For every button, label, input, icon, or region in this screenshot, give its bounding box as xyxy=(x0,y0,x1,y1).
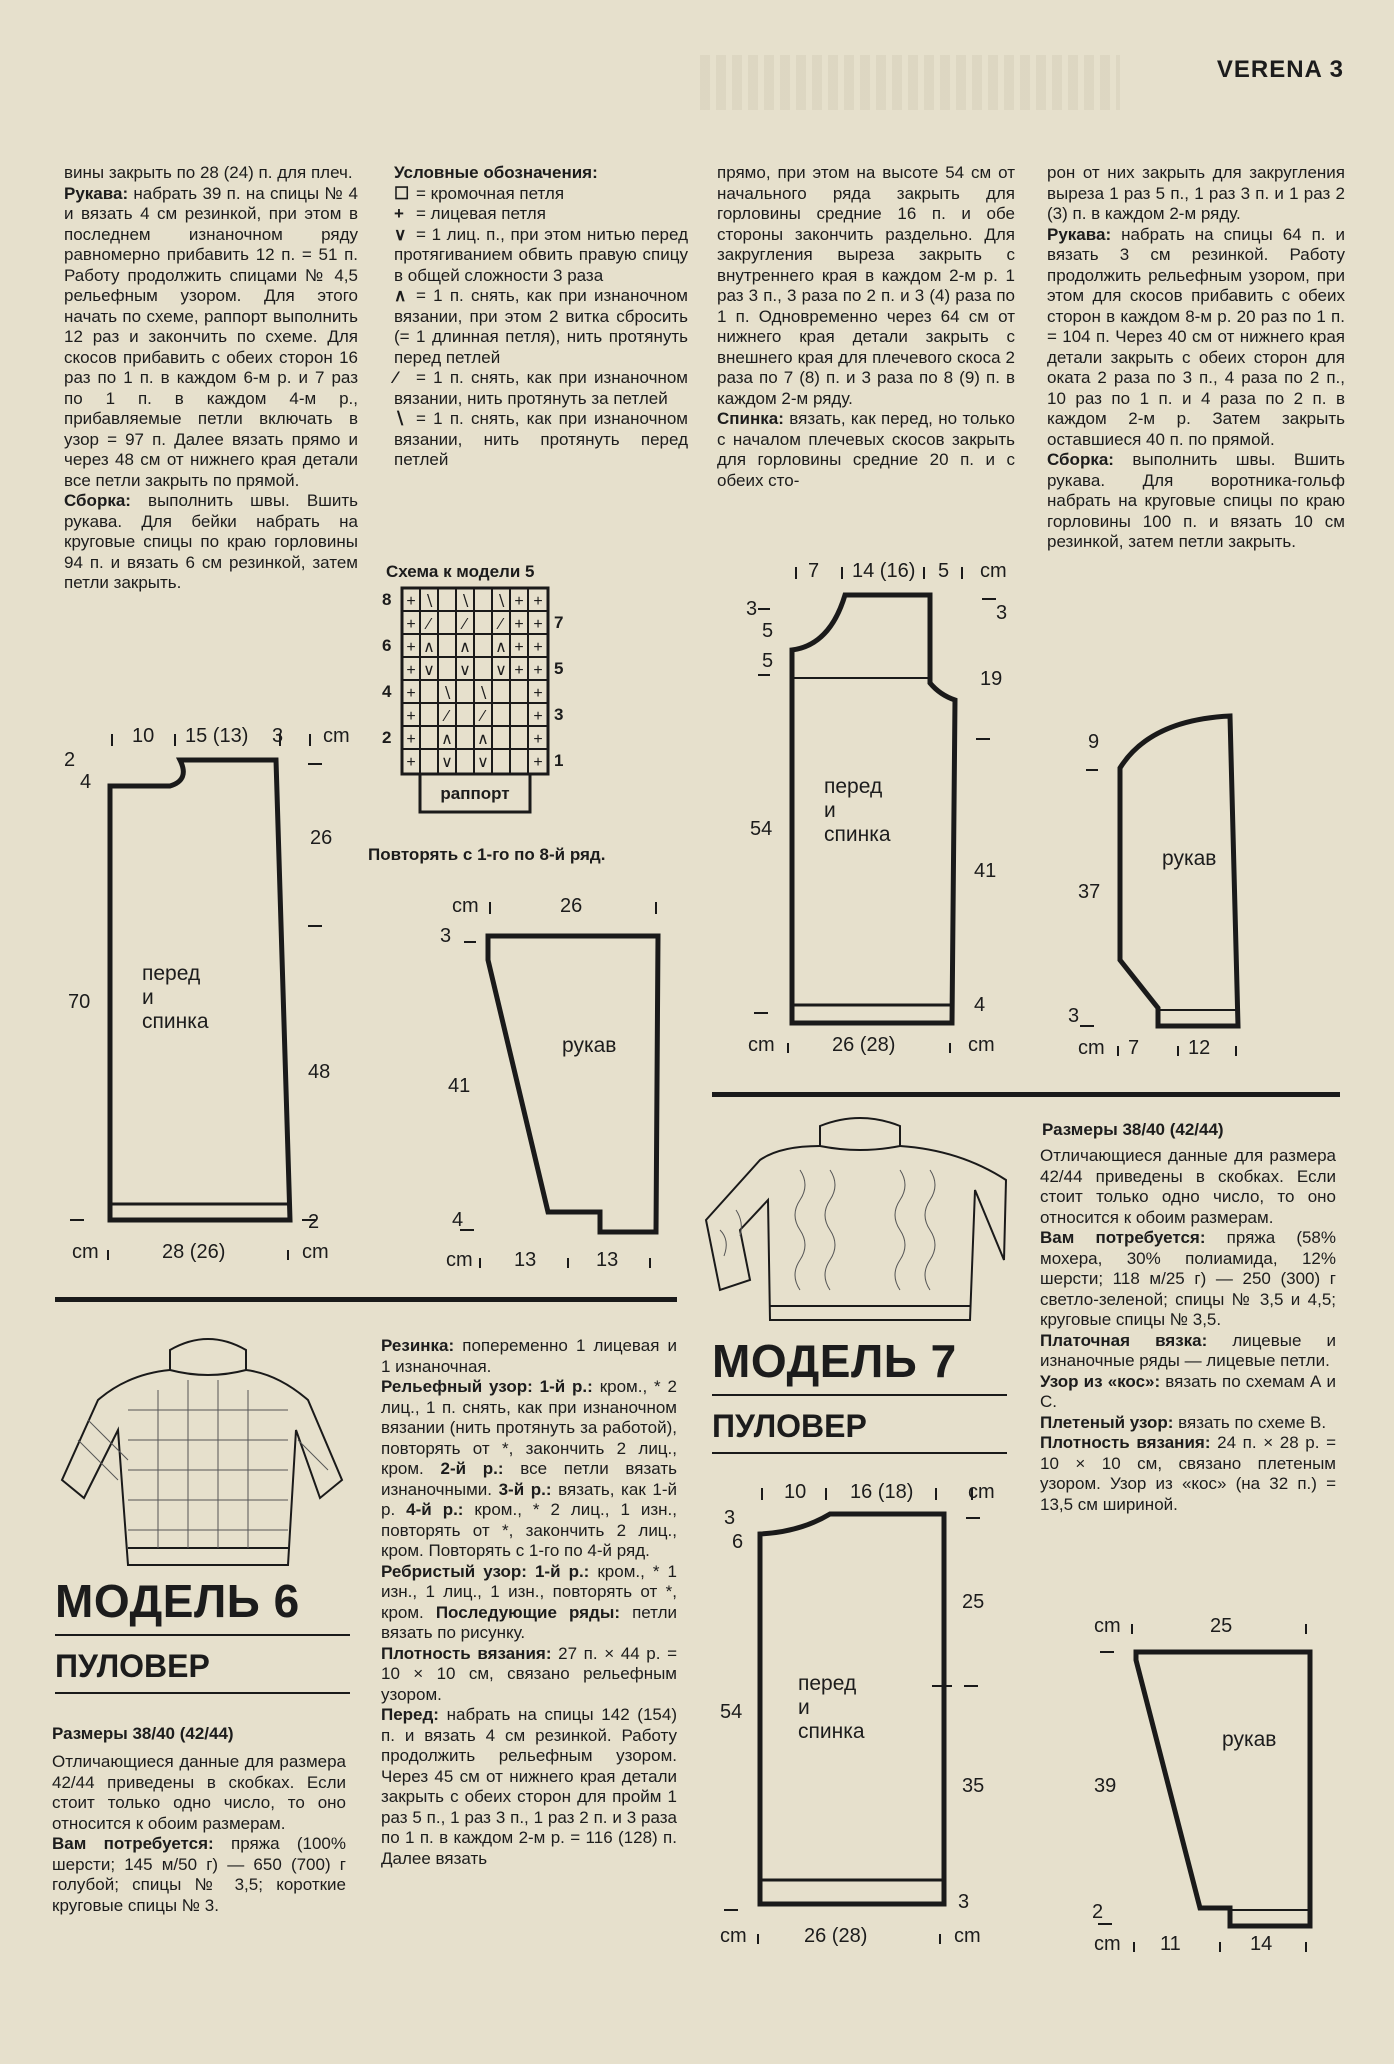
svg-text:∖: ∖ xyxy=(495,593,507,610)
paragraph: рон от них закрыть для закругления выреза 1 раз 5 п., 1 раз 3 п. и 1 раз 2 (3) п. в каждом 2-м ряду. xyxy=(1047,163,1345,223)
legend-item-wrap: ∨ = 1 лиц. п., при этом нитью перед протягиванием обвить правую спицу в общей сложности 3 раза xyxy=(394,224,688,285)
svg-text:∨: ∨ xyxy=(477,754,489,771)
svg-text:cm: cm xyxy=(1078,1037,1105,1059)
svg-text:∧: ∧ xyxy=(441,731,453,748)
svg-text:+: + xyxy=(533,639,543,656)
svg-text:перед: перед xyxy=(798,1672,857,1695)
svg-text:cm: cm xyxy=(954,1925,981,1947)
row-number: 7 xyxy=(554,613,564,632)
svg-text:cm: cm xyxy=(1094,1933,1121,1955)
svg-text:5: 5 xyxy=(938,560,950,582)
svg-text:cm: cm xyxy=(1094,1615,1121,1637)
paragraph: прямо, при этом на высоте 54 см от начального ряда закрыть для горловины средние 16 п. и обе стороны закончить раздельно. Для закругления выреза закрыть с внутреннего края в каждом 2-м р. 1 раз 3 п., 3 раза по 2 п. и 3 (4) раза по 1 п. Одновременно через 64 см от нижнего края детали закрыть с внешнего края для плечевого скоса 2 раза по 7 (8) п. и 3 раза по 8 (9) п. в каждом 2-м ряду. xyxy=(717,163,1015,408)
svg-text:⁄: ⁄ xyxy=(499,616,503,633)
svg-text:2: 2 xyxy=(1092,1901,1104,1923)
svg-text:41: 41 xyxy=(974,860,997,882)
repeat-note: Повторять с 1-го по 8-й ряд. xyxy=(368,845,606,864)
svg-text:спинка: спинка xyxy=(142,1010,209,1033)
legend-item-slip-front: ∖ = 1 п. снять, как при изнаночном вязании, нить протянуть перед петлей xyxy=(394,409,688,469)
slash-icon: ⁄ xyxy=(394,368,397,387)
svg-text:10: 10 xyxy=(784,1481,807,1503)
paragraph: Отличающиеся данные для размера 42/44 приведены в скобках. Если стоит только одно число, то оно относится к обоим размерам. xyxy=(52,1752,346,1833)
svg-text:+: + xyxy=(533,685,543,702)
svg-text:перед: перед xyxy=(142,962,201,985)
diagram-sleeve-model5-b xyxy=(1060,700,1270,1070)
svg-text:+: + xyxy=(406,685,416,702)
svg-text:∧: ∧ xyxy=(423,639,435,656)
svg-text:рукав: рукав xyxy=(1162,847,1217,870)
svg-text:13: 13 xyxy=(514,1249,537,1271)
svg-text:+: + xyxy=(406,754,416,771)
svg-text:+: + xyxy=(533,662,543,679)
backslash-icon: ∖ xyxy=(394,409,405,428)
plus-icon: + xyxy=(394,204,404,223)
svg-text:∖: ∖ xyxy=(459,593,471,610)
svg-text:2: 2 xyxy=(308,1211,320,1233)
divider xyxy=(712,1452,1007,1454)
model7-kind: ПУЛОВЕР xyxy=(712,1408,867,1444)
rapport-label: раппорт xyxy=(440,784,510,803)
svg-text:26 (28): 26 (28) xyxy=(832,1034,896,1056)
svg-text:+: + xyxy=(514,593,524,610)
svg-text:+: + xyxy=(533,616,543,633)
legend-title: Условные обозначения: xyxy=(394,163,598,182)
row-number: 6 xyxy=(382,636,392,655)
svg-text:12: 12 xyxy=(1188,1037,1211,1059)
svg-text:∖: ∖ xyxy=(423,593,435,610)
legend-item-slip-back: ⁄ = 1 п. снять, как при изнаночном вязании, нить протянуть за петлей xyxy=(394,368,688,408)
divider xyxy=(55,1692,350,1694)
svg-text:и: и xyxy=(798,1696,810,1719)
svg-text:54: 54 xyxy=(720,1701,743,1723)
legend-item-long-loop: ∧ = 1 п. снять, как при изнаночном вязании, при этом 2 витка сбросить (= 1 длинная петля), нить протянуть перед петлей xyxy=(394,286,688,367)
svg-text:⁄: ⁄ xyxy=(481,708,485,725)
diagram-front-back-model5-b xyxy=(740,555,1030,1065)
row-number: 8 xyxy=(382,590,392,609)
svg-text:cm: cm xyxy=(748,1034,775,1056)
row-number: 2 xyxy=(382,728,392,747)
svg-text:cm: cm xyxy=(72,1241,99,1263)
svg-text:39: 39 xyxy=(1094,1775,1117,1797)
svg-text:cm: cm xyxy=(452,895,479,917)
row-number: 3 xyxy=(554,705,564,724)
row-number: 4 xyxy=(382,682,392,701)
column-model5-front xyxy=(64,163,358,594)
section-divider xyxy=(712,1092,1340,1097)
paragraph-ribbed: Ребристый узор: 1-й р.: кром., * 1 изн., 1 лиц., 1 изн., повторять от *, кром. Последующие ряды: петли вязать по рисунку. xyxy=(381,1561,678,1642)
svg-text:∧: ∧ xyxy=(477,731,489,748)
svg-text:∖: ∖ xyxy=(441,685,453,702)
svg-text:28 (26): 28 (26) xyxy=(162,1241,226,1263)
svg-text:∧: ∧ xyxy=(459,639,471,656)
svg-text:3: 3 xyxy=(440,925,452,947)
svg-text:∨: ∨ xyxy=(441,754,453,771)
svg-text:cm: cm xyxy=(980,560,1007,582)
svg-text:25: 25 xyxy=(962,1591,985,1613)
diagram-front-back-model5 xyxy=(40,720,370,1280)
svg-text:3: 3 xyxy=(1068,1005,1080,1027)
model6-kind: ПУЛОВЕР xyxy=(55,1648,210,1684)
previous-page-bleed xyxy=(700,55,1120,110)
paragraph-materials: Вам потребуется: пряжа (100% шерсти; 145 м/50 г) — 650 (700) г голубой; спицы № 3,5; короткие круговые спицы № 3. xyxy=(52,1834,346,1915)
svg-text:+: + xyxy=(406,593,416,610)
column-model5-neck xyxy=(717,163,1015,491)
legend-item-edge: ☐ = кромочная петля xyxy=(394,183,565,203)
svg-text:cm: cm xyxy=(968,1034,995,1056)
svg-text:+: + xyxy=(533,708,543,725)
svg-text:10: 10 xyxy=(132,725,155,747)
diagram-front-back-model7 xyxy=(710,1472,1010,1962)
svg-text:и: и xyxy=(142,986,154,1009)
v-icon: ∨ xyxy=(394,224,407,244)
svg-text:14 (16): 14 (16) xyxy=(852,560,916,582)
svg-text:19: 19 xyxy=(980,668,1003,690)
svg-text:+: + xyxy=(533,731,543,748)
svg-text:+: + xyxy=(514,639,524,656)
paragraph-front: Перед: набрать на спицы 142 (154) п. и вязать 4 см резинкой. Работу продолжить рельефным узором. Через 45 см от нижнего края детали закрыть с обеих сторон для пройм 1 раз 5 п., 1 раз 3 п., 1 раз 2 п. и 3 раза по 1 п. в каждом 2-м р. = 116 (128) п. Далее вязать xyxy=(381,1705,677,1868)
paragraph-cables: Узор из «кос»: вязать по схемам А и С. xyxy=(1040,1371,1336,1411)
model7-sizes: Размеры 38/40 (42/44) xyxy=(1042,1120,1224,1139)
svg-text:5: 5 xyxy=(762,620,774,642)
legend xyxy=(394,163,688,471)
svg-text:6: 6 xyxy=(732,1531,744,1553)
svg-text:25: 25 xyxy=(1210,1615,1233,1637)
svg-text:26: 26 xyxy=(560,895,583,917)
svg-text:⁄: ⁄ xyxy=(445,708,449,725)
svg-text:9: 9 xyxy=(1088,731,1100,753)
model6-sizes: Размеры 38/40 (42/44) xyxy=(52,1724,234,1743)
svg-text:26: 26 xyxy=(310,827,333,849)
section-divider xyxy=(55,1297,677,1302)
svg-text:+: + xyxy=(406,616,416,633)
sweater-model7-illustration xyxy=(700,1110,1010,1330)
diagram-sleeve-model5 xyxy=(430,890,680,1280)
svg-text:48: 48 xyxy=(308,1061,331,1083)
paragraph-materials: Вам потребуется: пряжа (58% мохера, 30% полиамида, 12% шерсти; 118 м/25 г) — 250 (300) г светло-зеленой; спицы № 3,5 и 4,5; круговые спицы № 3,5. xyxy=(1040,1228,1337,1329)
svg-text:3: 3 xyxy=(746,598,758,620)
svg-text:15 (13): 15 (13) xyxy=(185,725,249,747)
svg-text:cm: cm xyxy=(720,1925,747,1947)
paragraph-sleeves: Рукава: набрать 39 п. на спицы № 4 и вязать 4 см резинкой, при этом в последнем изнаночном ряду равномерно прибавить 12 п. = 51 п. Работу продолжить спицами № 4,5 рельефным узором. Для этого начать по схеме, раппорт выполнить 12 раз и закончить по схеме. Для скосов прибавить с обеих сторон 16 раз по 1 п. в каждом 6-м р. и 7 раз по 1 п. в каждом 4-м р., прибавляемые петли включать в узор = 97 п. Далее вязать прямо и через 48 см от нижнего края детали все петли закрыть по прямой. xyxy=(64,183,358,490)
svg-text:16 (18): 16 (18) xyxy=(850,1481,914,1503)
svg-text:cm: cm xyxy=(446,1249,473,1271)
svg-text:спинка: спинка xyxy=(824,823,891,846)
svg-text:+: + xyxy=(406,662,416,679)
model6-title: МОДЕЛЬ 6 xyxy=(55,1575,300,1627)
svg-text:⁄: ⁄ xyxy=(427,616,431,633)
svg-text:7: 7 xyxy=(1128,1037,1140,1059)
svg-text:5: 5 xyxy=(762,650,774,672)
divider xyxy=(55,1634,350,1636)
svg-text:∨: ∨ xyxy=(495,662,507,679)
model7-title: МОДЕЛЬ 7 xyxy=(712,1335,957,1387)
svg-text:+: + xyxy=(406,731,416,748)
paragraph-sleeves: Рукава: набрать на спицы 64 п. и вязать 3 см резинкой. Работу продолжить рельефным узором, при этом для скосов прибавить с обеих сторон в каждом 8-м р. 20 раз по 1 п. = 104 п. Через 40 см от нижнего края детали закрыть с обеих сторон для оката 2 раза по 3 п., 4 раза по 2 п., 10 раз по 1 п. и 4 раза по 2 п. в каждом 2-м р. Затем закрыть оставшиеся 40 п. по прямой. xyxy=(1047,224,1345,449)
svg-text:7: 7 xyxy=(808,560,820,582)
svg-text:спинка: спинка xyxy=(798,1720,865,1743)
svg-text:2: 2 xyxy=(64,749,76,771)
svg-text:cm: cm xyxy=(302,1241,329,1263)
svg-text:14: 14 xyxy=(1250,1933,1273,1955)
column-model5-sleeves xyxy=(1047,163,1345,553)
caret-icon: ∧ xyxy=(394,286,407,305)
paragraph-assembly: Сборка: выполнить швы. Вшить рукава. Для воротника-гольф набрать на круговые спицы по краю горловины 100 п. и вязать 10 см резинкой, затем петли закрыть. xyxy=(1047,450,1345,551)
svg-text:41: 41 xyxy=(448,1075,471,1097)
svg-text:+: + xyxy=(406,708,416,725)
model7-intro xyxy=(1040,1146,1336,1515)
legend-item-knit: + = лицевая петля xyxy=(394,204,546,223)
magazine-header: VERENA 3 xyxy=(1216,56,1344,83)
svg-text:37: 37 xyxy=(1078,881,1101,903)
row-number: 5 xyxy=(554,659,564,678)
svg-text:4: 4 xyxy=(80,771,92,793)
paragraph-assembly: Сборка: выполнить швы. Вшить рукава. Для бейки набрать на круговые спицы по краю горловины 94 п. и вязать 6 см резинкой, затем петли закрыть. xyxy=(64,491,358,592)
svg-text:+: + xyxy=(533,754,543,771)
edge-stitch-icon: ☐ xyxy=(394,183,410,203)
model6-intro xyxy=(52,1752,346,1916)
paragraph-braid: Плетеный узор: вязать по схеме В. xyxy=(1040,1412,1327,1432)
svg-text:перед: перед xyxy=(824,775,883,798)
svg-text:35: 35 xyxy=(962,1775,985,1797)
svg-text:+: + xyxy=(514,662,524,679)
svg-text:⁄: ⁄ xyxy=(463,616,467,633)
paragraph-gauge: Плотность вязания: 27 п. × 44 р. = 10 × 10 см, связано рельефным узором. xyxy=(381,1643,678,1704)
svg-text:11: 11 xyxy=(1160,1933,1181,1955)
svg-text:+: + xyxy=(533,593,543,610)
svg-text:70: 70 xyxy=(68,991,91,1013)
svg-text:3: 3 xyxy=(724,1507,736,1529)
paragraph: Отличающиеся данные для размера 42/44 приведены в скобках. Если стоит только одно число, то оно относится к обоим размерам. xyxy=(1040,1146,1336,1227)
schema-title: Схема к модели 5 xyxy=(386,562,535,581)
svg-text:∧: ∧ xyxy=(495,639,507,656)
svg-text:54: 54 xyxy=(750,818,773,840)
svg-text:cm: cm xyxy=(968,1481,995,1503)
paragraph-relief: Рельефный узор: 1-й р.: кром., * 2 лиц., 1 п. снять, как при изнаночном вязании (нить протянуть за работой), повторять от *, закончить 2 лиц., кром. 2-й р.: все петли вязать изнаночными. 3-й р.: вязать, как 1-й р. 4-й р.: кром., * 2 лиц., 1 изн., повторять от *, закончить 2 лиц., кром. Повторять с 1-го по 4-й ряд. xyxy=(381,1377,678,1560)
svg-text:3: 3 xyxy=(958,1891,970,1913)
svg-text:+: + xyxy=(406,639,416,656)
diagram-sleeve-model7 xyxy=(1080,1610,1330,1960)
paragraph-back: Спинка: вязать, как перед, но только с началом плечевых скосов закрыть для горловины средние 20 п. и с обеих сто- xyxy=(717,409,1015,490)
svg-text:∨: ∨ xyxy=(459,662,471,679)
svg-text:3: 3 xyxy=(272,725,284,747)
row-number: 1 xyxy=(554,751,564,770)
model6-instructions xyxy=(381,1336,677,1869)
sweater-model6-illustration xyxy=(58,1330,348,1570)
paragraph-garter: Платочная вязка: лицевые и изнаночные ряды — лицевые петли. xyxy=(1040,1330,1336,1370)
svg-text:∖: ∖ xyxy=(477,685,489,702)
svg-text:и: и xyxy=(824,799,836,822)
svg-text:26 (28): 26 (28) xyxy=(804,1925,868,1947)
paragraph-gauge: Плотность вязания: 24 п. × 28 р. = 10 × 10 см, связано плетеным узором. Узор из «кос» (на 32 п.) = 13,5 см шириной. xyxy=(1040,1433,1337,1514)
paragraph-rib: Резинка: попеременно 1 лицевая и 1 изнаночная. xyxy=(381,1336,677,1376)
paragraph: вины закрыть по 28 (24) п. для плеч. xyxy=(64,163,353,182)
svg-text:рукав: рукав xyxy=(562,1034,617,1057)
svg-text:4: 4 xyxy=(974,994,986,1016)
svg-text:3: 3 xyxy=(996,602,1008,624)
svg-text:рукав: рукав xyxy=(1222,1728,1277,1751)
svg-text:4: 4 xyxy=(452,1209,464,1231)
stitch-chart xyxy=(378,586,578,826)
svg-text:∨: ∨ xyxy=(423,662,435,679)
svg-text:13: 13 xyxy=(596,1249,619,1271)
divider xyxy=(712,1394,1007,1396)
svg-text:+: + xyxy=(514,616,524,633)
svg-text:cm: cm xyxy=(323,725,350,747)
